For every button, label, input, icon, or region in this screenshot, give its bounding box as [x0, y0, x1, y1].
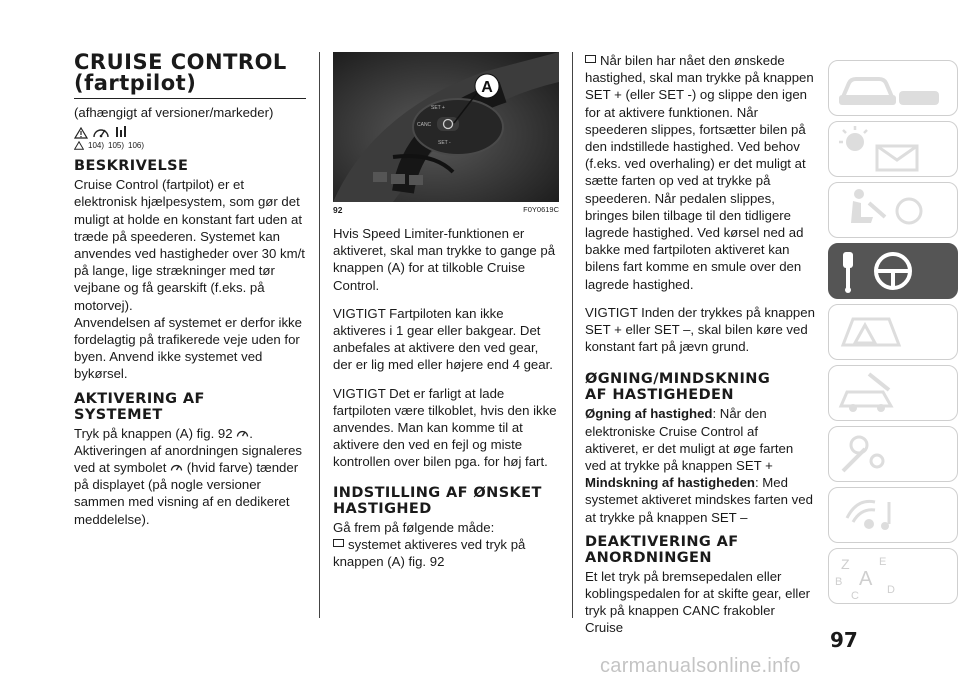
column-divider — [319, 52, 320, 618]
tab-multimedia[interactable] — [828, 487, 958, 543]
tab-starting-driving[interactable] — [828, 243, 958, 299]
index-letter: E — [879, 556, 887, 568]
list-item: Når bilen har nået den ønskede hastighed, skal man trykke på knappen SET + (eller SET -) og slippe den igen for at aktivere funktionen. Når speederen slippes, fortsætter bilen på den indstillede hastighed. Ved behov (f.eks. ved overhaling) er det muligt at sætte farten op ved at trykke på speederen. Når pedalen slippes, bringes bilen tilbage til den tidligere lagrede hastighed. Ved kørsel ned ad bakke med fartpiloten aktiveret kan bilens fart komme en smule over den lagrede hastighed. — [585, 53, 814, 292]
section-heading-deactivation: DEAKTIVERING AF ANORDNINGEN — [585, 533, 739, 566]
list-item: systemet aktiveres ved tryk på knappen (A) fig. 92 — [333, 536, 526, 570]
figure-number: 92 — [333, 205, 343, 215]
media-icon — [829, 488, 957, 542]
safety-icons — [74, 125, 306, 139]
steering-wheel-photo — [333, 52, 559, 202]
section-heading-set-speed: INDSTILLING AF ØNSKET HASTIGHED — [333, 484, 542, 517]
button-label: SET - — [438, 140, 451, 146]
paragraph: Hvis Speed Limiter-funktionen er aktiveret, skal man trykke to gange på knappen (A) for at tilkoble Cruise Control. — [333, 226, 556, 293]
lights-mail-icon — [829, 122, 957, 176]
paragraph: Øgning af hastighed: Når den elektroniske Cruise Control af aktiveret, er det muligt at øge farten ved at trykke på knappen SET + — [585, 406, 794, 474]
tab-index[interactable] — [828, 548, 958, 604]
page-number: 97 — [830, 628, 858, 652]
wrench-gear-icon — [829, 427, 957, 481]
index-letters-icon — [829, 549, 957, 603]
index-letter: C — [851, 590, 859, 602]
car-tools-icon — [829, 366, 957, 420]
index-letter: D — [887, 584, 895, 596]
warning-triangle-icon — [74, 127, 88, 139]
index-letter: B — [835, 576, 843, 588]
key-steering-icon — [829, 244, 957, 298]
button-label: SET + — [431, 105, 445, 111]
section-heading-increase-decrease: ØGNING/MINDSKNING AF HASTIGHEDEN — [585, 371, 771, 404]
warning-references — [74, 141, 306, 150]
paragraph: Et let tryk på bremsepedalen eller koblingspedalen for at skifte gear, eller tryk på knappen CANC frakobler Cruise — [585, 568, 811, 636]
chapter-tabs — [828, 60, 960, 609]
tab-lights[interactable] — [828, 121, 958, 177]
tab-maintenance[interactable] — [828, 426, 958, 482]
paragraph: VIGTIGT Inden der trykkes på knappen SET + eller SET –, skal bilen køre ved konstant fart på jævn grund. — [585, 304, 815, 355]
warning-triangle-icon — [829, 305, 957, 359]
section-heading-activation: AKTIVERING AF SYSTEMET — [74, 390, 205, 423]
callout-label: A — [481, 79, 493, 96]
reference: 105) — [108, 141, 125, 151]
paragraph: Mindskning af hastigheden: Med systemet aktiveret mindskes farten ved at trykke på knappen SET – — [585, 475, 813, 525]
column-2 — [333, 52, 559, 570]
figure-caption — [333, 205, 559, 215]
tab-dashboard[interactable] — [828, 60, 958, 116]
paragraph: Anvendelsen af systemet er derfor ikke fordelagtig på trafikerede veje uden for byen. Anvend ikke systemet ved bykørsel. — [74, 314, 302, 382]
paragraph: Aktiveringen af anordningen signaleres ved at symbolet (hvid farve) tænder på displayet (på nogle versioner sammen med visning af en dedikeret meddelelse). — [74, 442, 302, 527]
reference: 106) — [128, 141, 145, 151]
paragraph: Tryk på knappen (A) fig. 92 . — [74, 425, 253, 441]
subtitle: (afhængigt af versioner/markeder) — [74, 105, 274, 120]
column-1 — [74, 52, 306, 528]
bullet-icon — [585, 55, 596, 63]
page-title: CRUISE CONTROL (fartpilot) — [74, 52, 306, 99]
tab-warning-lights[interactable] — [828, 304, 958, 360]
cruise-control-icon — [92, 125, 110, 139]
cruise-control-icon — [170, 462, 183, 472]
figure-code: F0Y0619C — [523, 205, 559, 214]
car-icon — [829, 61, 957, 115]
warning-triangle-icon — [74, 141, 84, 150]
index-letter: Z — [841, 556, 850, 572]
watermark: carmanualsonline.info — [600, 655, 801, 677]
section-heading-description: BESKRIVELSE — [74, 158, 189, 175]
cruise-control-icon — [236, 428, 249, 438]
seat-airbag-icon — [829, 183, 957, 237]
paragraph: VIGTIGT Fartpiloten kan ikke aktiveres i 1 gear eller bakgear. Det anbefales at aktivere den ved gear, der er lig med eller højere end 4 gear. — [333, 305, 553, 373]
index-letter: A — [859, 568, 873, 590]
paragraph: Cruise Control (fartpilot) er et elektronisk hjælpesystem, som gør det muligt at holde en konstant fart uden at træde på speederen. Systemet kan anvendes ved hastigheder over 30 km/t på lange, lige strækninger med tør vejbane og få gearskift (f.eks. på motorvej). — [74, 177, 305, 313]
column-divider — [572, 52, 573, 618]
column-3 — [585, 52, 815, 637]
paragraph: VIGTIGT Det er farligt at lade fartpiloten være tilkoblet, hvis den ikke anvendes. Man kan komme til at aktivere den ved en fejl og miste kontrollen over bilen pga. for høj fart. — [333, 385, 557, 470]
speedometer-glyph-icon — [114, 125, 130, 139]
steering-wheel-figure — [333, 52, 559, 202]
button-label: CANC — [417, 122, 432, 128]
tab-emergency[interactable] — [828, 365, 958, 421]
tab-safety[interactable] — [828, 182, 958, 238]
paragraph: Gå frem på følgende måde: — [333, 519, 495, 535]
bullet-icon — [333, 539, 344, 547]
reference: 104) — [88, 141, 105, 151]
